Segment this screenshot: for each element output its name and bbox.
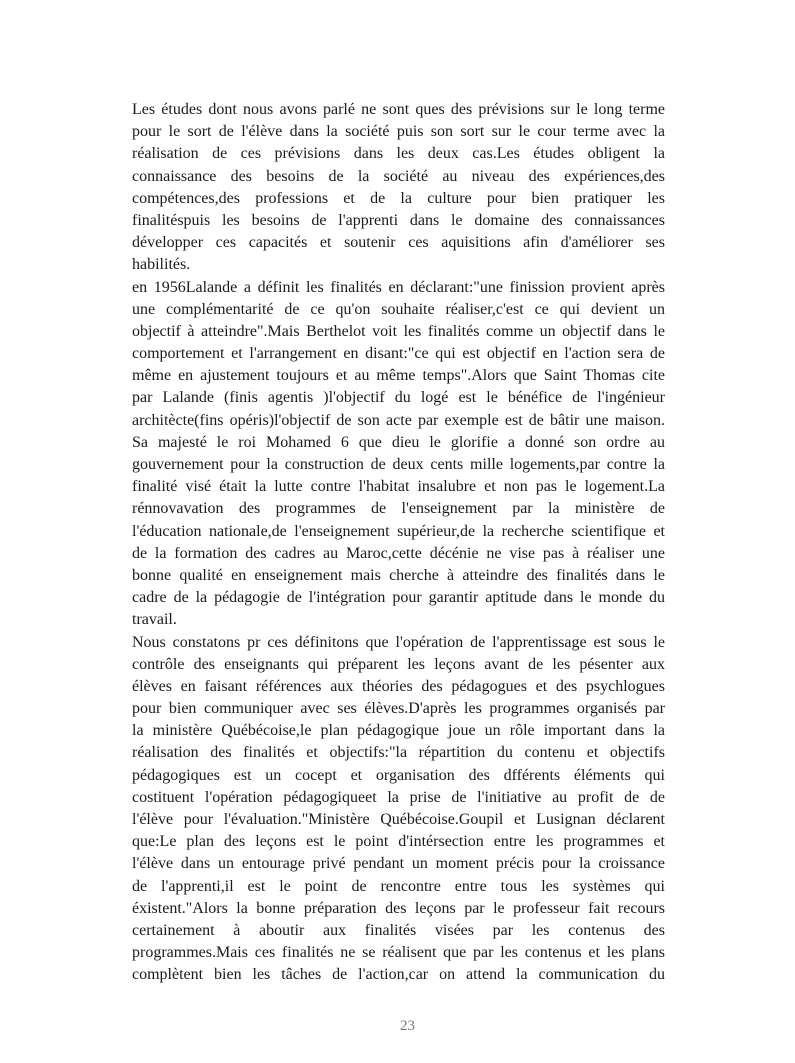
text-line: l'élève pour l'évaluation."Ministère Québécoise.Goupil et Lusignan déclarent (132, 811, 665, 828)
page-number: 23 (400, 1018, 415, 1034)
text-line: compétences,des professions et de la culture pour bien pratiquer les (132, 189, 665, 207)
text-line: réalisation de ces prévisions dans les deux cas.Les études obligent la (132, 145, 665, 163)
text-line: objectif à atteindre".Mais Berthelot voit les finalités comme un objectif dans le (132, 322, 665, 340)
text-line: Les études dont nous avons parlé ne sont ques des prévisions sur le long terme (132, 101, 665, 118)
text-line: Nous constatons pr ces définitons que l'opération de l'apprentissage est sous le (132, 633, 665, 651)
text-line: costituent l'opération pédagogiqueet la prise de l'initiative au profit de de (132, 788, 665, 806)
text-line: en 1956Lalande a définit les finalités en déclarant:"une finission provient après (132, 278, 665, 296)
text-line: certainement à aboutir aux finalités visées par les contenus des (132, 921, 665, 939)
text-line: réalisation des finalités et objectifs:"la répartition du contenu et objectifs (132, 744, 665, 762)
text-line: bonne qualité en enseignement mais cherche à atteindre des finalités dans le (132, 566, 665, 584)
text-line: cadre de la pédagogie de l'intégration pour garantir aptitude dans le monde du (132, 589, 665, 607)
text-line: la ministère Québécoise,le plan pédagogique joue un rôle important dans la (132, 722, 665, 740)
text-line: contrôle des enseignants qui préparent les leçons avant de les pésenter aux (132, 655, 665, 673)
text-line: finalitéspuis les besoins de l'apprenti dans le domaine des connaissances (132, 211, 665, 229)
text-line: gouvernement pour la construction de deux cents mille logements,par contre la (132, 456, 665, 473)
text-line: développer ces capacités et soutenir ces aquisitions afin d'améliorer ses (132, 234, 665, 252)
text-line: de l'apprenti,il est le point de rencontre entre tous les systèmes qui (132, 877, 665, 895)
text-line: architècte(fins opéris)l'objectif de son acte par exemple est de bâtir une maison. (132, 411, 665, 429)
text-line: habilités. (132, 256, 191, 274)
text-line: une complémentarité de ce qu'on souhaite réaliser,c'est ce qui devient un (132, 300, 665, 318)
text-line: l'éducation nationale,de l'enseignement supérieur,de la recherche scientifique et (132, 522, 665, 540)
text-line: travail. (132, 611, 177, 629)
text-line: par Lalande (finis agentis )l'objectif du logé est le bénéfice de l'ingénieur (132, 389, 665, 407)
text-line: pour le sort de l'élève dans la société puis son sort sur le cour terme avec la (132, 123, 665, 141)
text-line: Sa majesté le roi Mohamed 6 que dieu le glorifie a donné son ordre au (132, 433, 665, 451)
text-line: de la formation des cadres au Maroc,cette décénie ne vise pas à réaliser une (132, 544, 665, 562)
text-line: élèves en faisant références aux théories des pédagogues et des psychlogues (132, 677, 665, 695)
document-body (132, 99, 665, 987)
text-line: l'élève dans un entourage privé pendant un moment précis pour la croissance (132, 855, 665, 873)
text-line: éxistent."Alors la bonne préparation des leçons par le professeur fait recours (132, 899, 665, 917)
text-line: pour bien communiquer avec ses élèves.D'après les programmes organisés par (132, 700, 665, 718)
text-line: connaissance des besoins de la société au niveau des expériences,des (132, 167, 665, 185)
text-line: finalité visé était la lutte contre l'habitat insalubre et non pas le logement.La (132, 478, 665, 496)
text-line: complètent bien les tâches de l'action,car on attend la communication du (132, 966, 665, 984)
text-line: que:Le plan des leçons est le point d'intérsection entre les programmes et (132, 833, 665, 851)
text-line: comportement et l'arrangement en disant:"ce qui est objectif en l'action sera de (132, 345, 665, 363)
text-line: même en ajustement toujours et au même temps".Alors que Saint Thomas cite (132, 367, 665, 385)
text-line: rénnovavation des programmes de l'enseignement par la ministère de (132, 500, 665, 518)
text-line: pédagogiques est un cocept et organisation des dfférents éléments qui (132, 766, 665, 784)
text-line: programmes.Mais ces finalités ne se réalisent que par les contenus et les plans (132, 944, 665, 962)
